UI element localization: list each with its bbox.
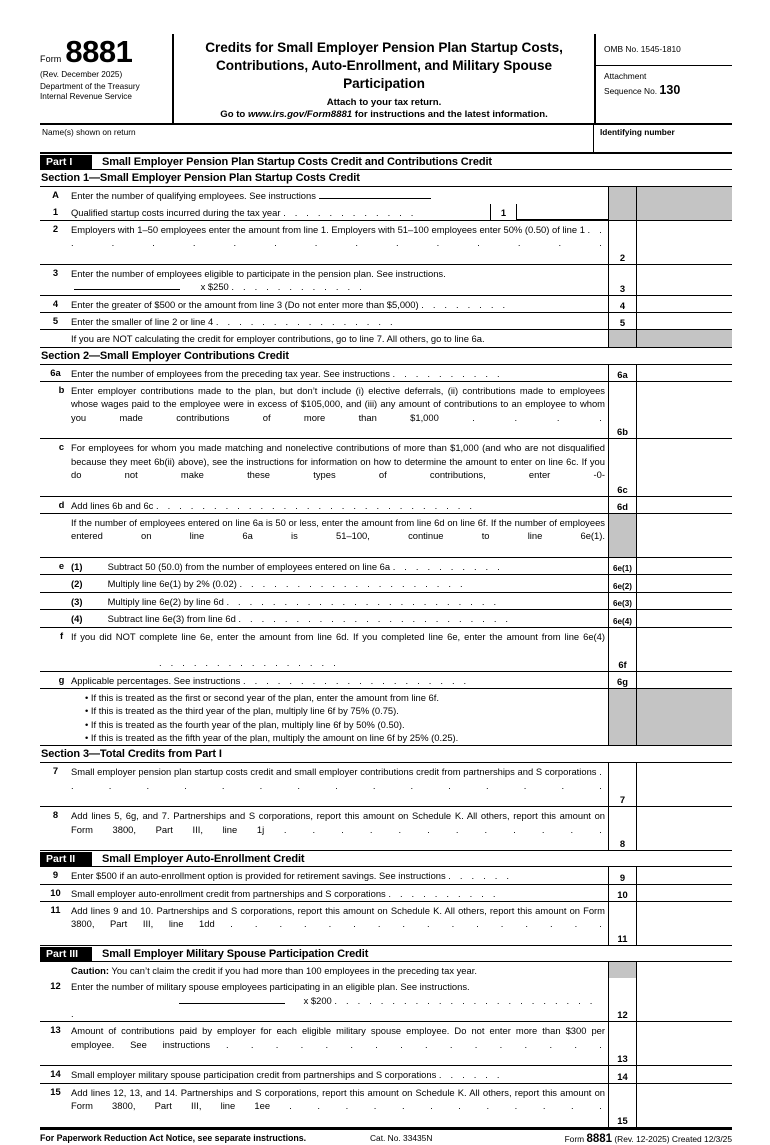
- section-2-header: Section 2—Small Employer Contributions Credit: [40, 348, 732, 365]
- line-number: [40, 610, 71, 626]
- line-3-write-in[interactable]: [74, 281, 180, 290]
- line-label-cell: 9: [608, 867, 636, 883]
- line-label-cell: 10: [608, 885, 636, 901]
- amount-cell[interactable]: [636, 978, 732, 1021]
- dot-leader: . . . . . . . . . . . . . . . . . . . . . . . .: [71, 994, 596, 1020]
- amount-cell[interactable]: [636, 628, 732, 671]
- line-label-cell: 6f: [608, 628, 636, 671]
- header-title-block: [174, 34, 594, 123]
- amount-cell: [636, 962, 732, 978]
- line-label-cell: 2: [608, 221, 636, 264]
- names-shown-field[interactable]: [40, 125, 594, 152]
- line-number: b: [58, 384, 65, 396]
- line-number: 3: [52, 266, 59, 278]
- line-number: 11: [50, 904, 61, 916]
- line-number: 2: [52, 222, 59, 234]
- line-label-cell: 14: [608, 1066, 636, 1082]
- amount-cell[interactable]: [636, 296, 732, 312]
- footer-form-id: [520, 1133, 732, 1145]
- line-text: [71, 763, 608, 806]
- line-number: 14: [50, 1068, 61, 1080]
- line-text: [71, 628, 608, 671]
- line-text: [71, 221, 608, 264]
- line-3-multiplier: x $250: [200, 281, 229, 293]
- form-revision-date: (Rev. December 2025): [40, 69, 123, 79]
- form-footer: [40, 1128, 732, 1145]
- line-number: f: [59, 629, 64, 641]
- line-7-text: Small employer pension plan startup costs credit and small employer contributions credit from partnerships and S corporations: [71, 766, 597, 778]
- line-label-cell: [608, 962, 636, 978]
- line-number: 6a: [50, 366, 61, 378]
- dot-leader: . . . . . . . . . . . . . . . .: [71, 223, 605, 249]
- line-1-entry-box: [490, 204, 608, 220]
- part-2-title: Small Employer Auto-Enrollment Credit: [102, 852, 305, 865]
- sequence-no-label: Sequence No.: [604, 85, 658, 96]
- footer-revision: (Rev. 12-2025) Created 12/3/25: [612, 1133, 732, 1144]
- line-6e4-text: Subtract line 6e(3) from line 6d: [107, 613, 236, 625]
- dot-leader: . . . . . . . . . . . . . . . . . . . .: [242, 674, 470, 686]
- line-number: g: [58, 673, 65, 685]
- line-4-text: Enter the greater of $500 or the amount from line 3 (Do not enter more than $5,000): [71, 298, 419, 310]
- part-1-title: Small Employer Pension Plan Startup Costs Credit and Contributions Credit: [102, 155, 492, 168]
- line-text: [71, 978, 608, 1021]
- line-number: [40, 514, 71, 557]
- line-text: [71, 1084, 608, 1127]
- goto-url: www.irs.gov/Form8881: [247, 109, 353, 121]
- dot-leader: . . . . . . . . . .: [392, 561, 503, 573]
- line-15-text: Add lines 12, 13, and 14. Partnerships and S corporations, report this amount on Schedule K. All others, report this amount on Form 3800, Part III, line 1ee: [71, 1086, 605, 1112]
- line-14-text: Small employer military spouse participation credit from partnerships and S corporations: [71, 1069, 437, 1081]
- table-row: [40, 902, 732, 946]
- catalog-number: Cat. No. 33435N: [370, 1132, 433, 1143]
- table-row: [40, 439, 732, 496]
- amount-cell[interactable]: [636, 313, 732, 329]
- header-omb-block: [594, 34, 732, 123]
- footer-form-word: Form: [564, 1133, 587, 1144]
- line-text: [71, 296, 608, 312]
- line-12-text: Enter the number of military spouse employees participating in an eligible plan. See instructions.: [71, 981, 470, 993]
- amount-cell: [636, 187, 732, 203]
- part-2-header: [40, 851, 732, 867]
- dot-leader: . . . . . . . . . . . . . . . . . . . . . . . .: [226, 595, 500, 607]
- line-number: 4: [52, 297, 59, 309]
- department-line-1: Department of the Treasury: [40, 81, 140, 91]
- line-number: 8: [52, 809, 59, 821]
- amount-cell[interactable]: [636, 265, 732, 295]
- attachment-sequence: [596, 66, 732, 123]
- amount-cell: [636, 514, 732, 557]
- amount-cell[interactable]: [636, 1084, 732, 1127]
- dot-leader: . . . . . . . . . . . . . . . .: [215, 315, 396, 327]
- table-row: [40, 672, 732, 689]
- bullet-item: • If this is treated as the first or second year of the plan, enter the amount from line 6f.: [85, 691, 439, 703]
- line-number: 13: [50, 1024, 61, 1036]
- line-label-cell: 1: [490, 204, 517, 220]
- line-label-cell: 6d: [608, 497, 636, 513]
- amount-cell[interactable]: [636, 610, 732, 626]
- dot-leader: . . . . . .: [438, 1069, 503, 1081]
- line-text: [71, 265, 608, 295]
- line-6d-text: Add lines 6b and 6c: [71, 499, 154, 511]
- line-12-multiplier: x $200: [303, 994, 332, 1006]
- amount-cell[interactable]: [636, 439, 732, 495]
- line-text: [71, 807, 608, 850]
- table-row: [40, 313, 732, 330]
- amount-cell[interactable]: [636, 867, 732, 883]
- table-row: [40, 365, 732, 382]
- line-label-cell: 8: [608, 807, 636, 850]
- line-number: [40, 962, 71, 978]
- line-text: [71, 867, 608, 883]
- line-number: 10: [50, 886, 61, 898]
- line-label-cell: 13: [608, 1022, 636, 1065]
- table-row: [40, 187, 732, 203]
- attachment-label: Attachment: [604, 71, 647, 81]
- caution-label: Caution:: [71, 965, 110, 977]
- form-header: [40, 34, 732, 125]
- table-row: [40, 763, 732, 807]
- form-number: 8881: [65, 34, 133, 69]
- part-3-badge: Part III: [40, 947, 92, 961]
- bullet-item: • If this is treated as the fifth year of the plan, multiply the amount on line 6f by 25% (0.25).: [85, 731, 459, 743]
- line-text: [71, 439, 608, 495]
- part-1-badge: Part I: [40, 155, 92, 169]
- line-text: [71, 610, 608, 626]
- line-label-cell: 6e(2): [608, 575, 636, 591]
- omb-number: OMB No. 1545-1810: [596, 34, 732, 66]
- line-6c-text: For employees for whom you made matching and nonelective contributions of more than $1,000 (and who are not disqualified because they meet 6b(ii) above), see the instructions for information on how to determine the amount to enter on line 6c. If you do not make these types of contributions, enter -0-: [71, 442, 605, 481]
- table-row: [40, 575, 732, 592]
- table-row: [40, 1066, 732, 1083]
- line-number: [40, 575, 71, 591]
- line-label-cell: 4: [608, 296, 636, 312]
- line-12-write-in[interactable]: [179, 995, 285, 1004]
- header-form-identity: [40, 34, 174, 123]
- table-row: [40, 558, 732, 575]
- dot-leader: . . . . . . . . . . . .: [283, 823, 606, 835]
- line-label-cell: 15: [608, 1084, 636, 1127]
- amount-cell[interactable]: [636, 593, 732, 609]
- line-6g-text: Applicable percentages. See instructions: [71, 674, 241, 686]
- line-a-write-in[interactable]: [319, 190, 431, 199]
- sequence-number: 130: [659, 82, 681, 97]
- amount-cell[interactable]: [636, 558, 732, 574]
- line-text: [71, 593, 608, 609]
- line-10-text: Small employer auto-enrollment credit from partnerships and S corporations: [71, 887, 386, 899]
- caution-text: You can’t claim the credit if you had more than 100 employees in the preceding tax year.: [109, 965, 477, 977]
- amount-cell[interactable]: [636, 365, 732, 381]
- amount-cell[interactable]: [636, 497, 732, 513]
- line-6f-text: If you did NOT complete line 6e, enter the amount from line 6d. If you completed line 6e, enter the amount from line 6e(4): [71, 630, 605, 642]
- table-row: [40, 867, 732, 884]
- amount-cell[interactable]: [636, 885, 732, 901]
- dot-leader: . . . . . . . . . .: [388, 887, 499, 899]
- amount-cell[interactable]: [636, 575, 732, 591]
- amount-cell: [636, 330, 732, 346]
- line-text: [71, 672, 608, 688]
- table-row: [40, 610, 732, 627]
- line-label-cell: 6e(4): [608, 610, 636, 626]
- line-a-text: Enter the number of qualifying employees. See instructions: [71, 190, 316, 202]
- line-1-text: Qualified startup costs incurred during the tax year: [71, 206, 281, 218]
- identifying-number-label: Identifying number: [600, 127, 675, 138]
- line-text: [71, 365, 608, 381]
- goto-url-note: [180, 109, 588, 120]
- line-number: A: [52, 189, 59, 201]
- taxpayer-identity-row: [40, 125, 732, 154]
- bullet-item: • If this is treated as the third year of the plan, multiply line 6f by 75% (0.75).: [85, 705, 399, 717]
- line-text: [71, 204, 608, 220]
- table-row: [40, 296, 732, 313]
- line-label-cell: 6e(1): [608, 558, 636, 574]
- line-label-cell: [608, 187, 636, 203]
- line-label-cell: [608, 204, 636, 220]
- line-label-cell: 6e(3): [608, 593, 636, 609]
- line-label-cell: 7: [608, 763, 636, 806]
- amount-cell[interactable]: [636, 1022, 732, 1065]
- line-text: [71, 885, 608, 901]
- line-text: [71, 1066, 608, 1082]
- line-number: [40, 689, 71, 745]
- table-row: [40, 807, 732, 851]
- table-row: [40, 330, 732, 347]
- dot-leader: . . . . . . . . . . . . . . . . . . . . . . . . . . . .: [155, 499, 476, 511]
- table-row: [40, 978, 732, 1022]
- amount-cell[interactable]: [636, 672, 732, 688]
- paperwork-notice: For Paperwork Reduction Act Notice, see separate instructions.: [40, 1132, 307, 1143]
- section-3-header: Section 3—Total Credits from Part I: [40, 746, 732, 763]
- table-row: [40, 221, 732, 265]
- line-text: [71, 575, 608, 591]
- line-label-cell: [608, 514, 636, 557]
- line-6a-text: Enter the number of employees from the preceding tax year. See instructions: [71, 367, 390, 379]
- line-label-cell: 6c: [608, 439, 636, 495]
- line-9-text: Enter $500 if an auto-enrollment option is provided for retirement savings. See instructions: [71, 870, 446, 882]
- table-row: [40, 1022, 732, 1066]
- table-row: [40, 593, 732, 610]
- line-text: [71, 1022, 608, 1065]
- line-number: 9: [52, 869, 59, 881]
- department-line-2: Internal Revenue Service: [40, 92, 132, 102]
- section-1-header: Section 1—Small Employer Pension Plan Startup Costs Credit: [40, 170, 732, 187]
- amount-cell[interactable]: [636, 763, 732, 806]
- table-row: [40, 1084, 732, 1128]
- line-label-cell: [608, 689, 636, 745]
- line-label-cell: 3: [608, 265, 636, 295]
- dot-leader: . . . . . . . . . . . .: [283, 206, 417, 218]
- section-1-note: If you are NOT calculating the credit for employer contributions, go to line 7. All others, go to line 6a.: [71, 333, 485, 345]
- line-number: 7: [52, 765, 59, 777]
- dot-leader: . . . . . . . . . . . .: [289, 1100, 605, 1112]
- line-6e2-text: Multiply line 6e(1) by 2% (0.02): [107, 578, 237, 590]
- line-label-cell: 12: [608, 978, 636, 1021]
- form-title-line-2: Contributions, Auto-Enrollment, and Military Spouse Participation: [215, 58, 553, 92]
- dot-leader: . . . . . . . . . . . . . . . .: [226, 1038, 606, 1050]
- dot-leader: . . . . . . . . . . . . . . . . . . . .: [239, 578, 466, 590]
- line-6b-text: Enter employer contributions made to the plan, but don’t include (i) elective deferrals, (ii) contributions made to employees whose wages paid to the employee were in excess of $105,000, and (iii) any amount of contributions to an employee to whom you made contributions of more than $1,000: [71, 385, 605, 423]
- table-row: [40, 962, 732, 978]
- line-number: [40, 330, 71, 346]
- form-word-label: Form: [40, 54, 62, 64]
- line-8-text: Add lines 5, 6g, and 7. Partnerships and S corporations, report this amount on Schedule K. All others, report this amount on Form 3800, Part III, line 1j: [71, 810, 605, 835]
- line-3-text: Enter the number of employees eligible to participate in the pension plan. See instructions.: [71, 267, 446, 279]
- table-row: [40, 628, 732, 672]
- line-6e-note: If the number of employees entered on line 6a is 50 or less, enter the amount from line 6d on line 6f. If the number of employees entered on line 6a is 51–100, continue to line 6e(1).: [71, 517, 605, 542]
- line-6e3-sub: (3): [71, 595, 83, 607]
- identifying-number-field[interactable]: [594, 125, 732, 152]
- bullet-item: • If this is treated as the fourth year of the plan, multiply line 6f by 50% (0.50).: [85, 718, 405, 730]
- amount-cell: [636, 689, 732, 745]
- line-5-text: Enter the smaller of line 2 or line 4: [71, 315, 214, 327]
- line-number: 5: [52, 314, 59, 326]
- line-number: d: [58, 498, 65, 510]
- part-3-header: [40, 946, 732, 962]
- line-number: 1: [52, 205, 59, 217]
- line-text: [71, 902, 608, 945]
- table-row: [40, 204, 732, 221]
- amount-cell[interactable]: [636, 807, 732, 850]
- line-11-text: Add lines 9 and 10. Partnerships and S corporations, report this amount on Schedule K. All others, report this amount on Form 3800, Part III, line 1dd: [71, 905, 605, 930]
- line-number: [40, 593, 71, 609]
- part-2-badge: Part II: [40, 852, 92, 866]
- line-text: [71, 382, 608, 438]
- line-label-cell: 6g: [608, 672, 636, 688]
- line-label-cell: 11: [608, 902, 636, 945]
- line-text: [71, 313, 608, 329]
- line-label-cell: 6a: [608, 365, 636, 381]
- dot-leader: . . . . . . . . . . . .: [231, 281, 365, 293]
- line-number: 15: [50, 1085, 61, 1097]
- table-row: [40, 885, 732, 902]
- line-number: c: [58, 441, 65, 453]
- amount-cell[interactable]: [636, 221, 732, 264]
- table-row: [40, 265, 732, 296]
- dot-leader: . . . . . . . . . . . . . . . . . . . . . . . .: [238, 613, 512, 625]
- goto-suffix: for instructions and the latest information.: [352, 109, 548, 121]
- goto-prefix: Go to: [220, 109, 248, 121]
- amount-cell[interactable]: [517, 204, 608, 220]
- amount-cell[interactable]: [636, 1066, 732, 1082]
- amount-cell[interactable]: [636, 382, 732, 438]
- line-text: [71, 962, 608, 978]
- line-text: [71, 689, 608, 745]
- dot-leader: . . . . . . . . . . . . . . . .: [159, 657, 339, 669]
- line-6e4-sub: (4): [71, 613, 83, 625]
- line-label-cell: 6b: [608, 382, 636, 438]
- line-6e1-sub: (1): [71, 561, 83, 573]
- line-text: [71, 514, 608, 557]
- table-row: [40, 497, 732, 514]
- attach-note: Attach to your tax return.: [326, 97, 442, 109]
- amount-cell: [636, 204, 732, 220]
- line-label-cell: [608, 330, 636, 346]
- amount-cell[interactable]: [636, 902, 732, 945]
- line-6e3-text: Multiply line 6e(2) by line 6d: [107, 595, 224, 607]
- dot-leader: . . . . . . . .: [421, 298, 509, 310]
- dot-leader: . . . . . . . . . . . . . . . .: [230, 918, 605, 930]
- table-row: [40, 514, 732, 558]
- table-row: [40, 689, 732, 746]
- dot-leader: . . . .: [472, 411, 605, 423]
- line-text: [71, 497, 608, 513]
- table-row: [40, 382, 732, 439]
- line-text: [71, 330, 608, 346]
- line-label-cell: 5: [608, 313, 636, 329]
- line-13-text: Amount of contributions paid by employer for each eligible military spouse employee. Do not enter more than $300 per employee. See instructions: [71, 1025, 605, 1050]
- names-shown-label: Name(s) shown on return: [42, 127, 136, 138]
- line-2-text: Employers with 1–50 employees enter the amount from line 1. Employers with 51–100 employees enter 50% (0.50) of line 1: [71, 223, 585, 235]
- dot-leader: . . . . . .: [448, 870, 513, 882]
- form-title-line-1: Credits for Small Employer Pension Plan Startup Costs,: [205, 40, 563, 55]
- line-text: [71, 187, 608, 203]
- part-1-header: [40, 154, 732, 170]
- line-6e2-sub: (2): [71, 578, 83, 590]
- line-6e1-text: Subtract 50 (50.0) from the number of employees entered on line 6a: [107, 561, 391, 573]
- line-text: [71, 558, 608, 574]
- part-3-title: Small Employer Military Spouse Participation Credit: [102, 947, 369, 960]
- footer-form-number: 8881: [586, 1132, 613, 1145]
- dot-leader: . . . . . . . . . .: [392, 367, 503, 379]
- dot-leader: . . . . . . . . . . . . . . . .: [71, 766, 605, 791]
- line-number: e: [58, 560, 65, 572]
- line-number: 12: [50, 980, 61, 992]
